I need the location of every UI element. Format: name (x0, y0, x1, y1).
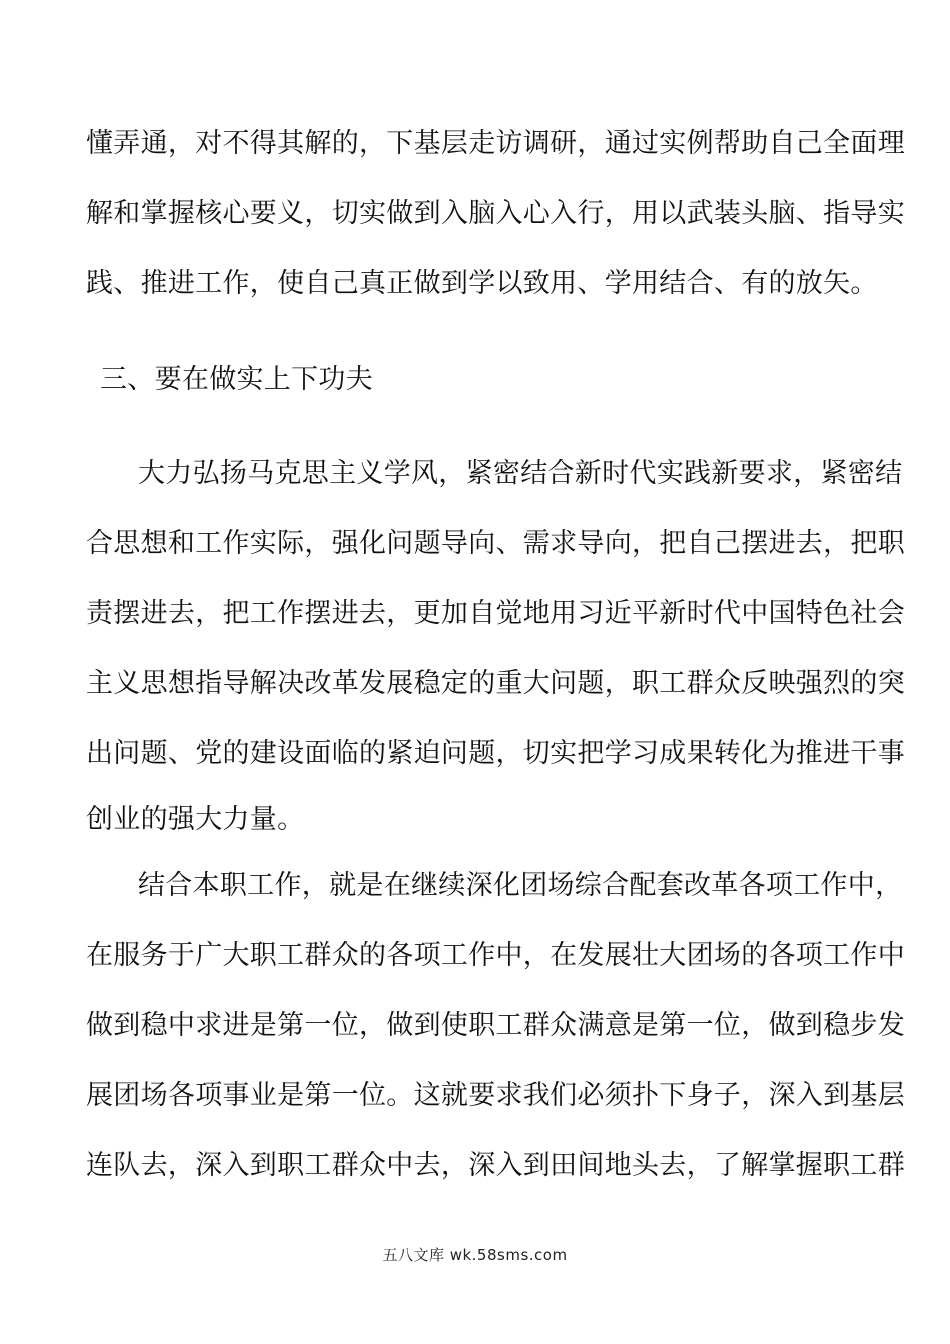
footer-watermark: 五八文库 wk.58sms.com (382, 1246, 568, 1264)
paragraph-3-line-2: 在服务于广大职工群众的各项工作中，在发展壮大团场的各项工作中 (86, 940, 905, 971)
paragraph-2-line-4: 主义思想指导解决改革发展稳定的重大问题，职工群众反映强烈的突 (86, 668, 905, 699)
paragraph-3-line-4: 展团场各项事业是第一位。这就要求我们必须扑下身子，深入到基层 (86, 1080, 905, 1111)
paragraph-2-line-6: 创业的强大力量。 (86, 804, 305, 835)
paragraph-2-line-3: 责摆进去，把工作摆进去，更加自觉地用习近平新时代中国特色社会 (86, 598, 905, 629)
paragraph-1-line-3: 践、推进工作，使自己真正做到学以致用、学用结合、有的放矢。 (86, 268, 878, 299)
section-heading: 三、要在做实上下功夫 (100, 364, 373, 395)
paragraph-3-line-1: 结合本职工作，就是在继续深化团场综合配套改革各项工作中， (138, 870, 903, 901)
paragraph-1-line-2: 解和掌握核心要义，切实做到入脑入心入行，用以武装头脑、指导实 (86, 198, 905, 229)
paragraph-3-line-5: 连队去，深入到职工群众中去，深入到田间地头去，了解掌握职工群 (86, 1150, 905, 1181)
paragraph-2-line-5: 出问题、党的建设面临的紧迫问题，切实把学习成果转化为推进干事 (86, 738, 905, 769)
paragraph-2-line-2: 合思想和工作实际，强化问题导向、需求导向，把自己摆进去，把职 (86, 528, 905, 559)
paragraph-1-line-1: 懂弄通，对不得其解的，下基层走访调研，通过实例帮助自己全面理 (86, 128, 905, 159)
paragraph-2-line-1: 大力弘扬马克思主义学风，紧密结合新时代实践新要求，紧密结 (138, 458, 903, 489)
paragraph-3-line-3: 做到稳中求进是第一位，做到使职工群众满意是第一位，做到稳步发 (86, 1010, 905, 1041)
